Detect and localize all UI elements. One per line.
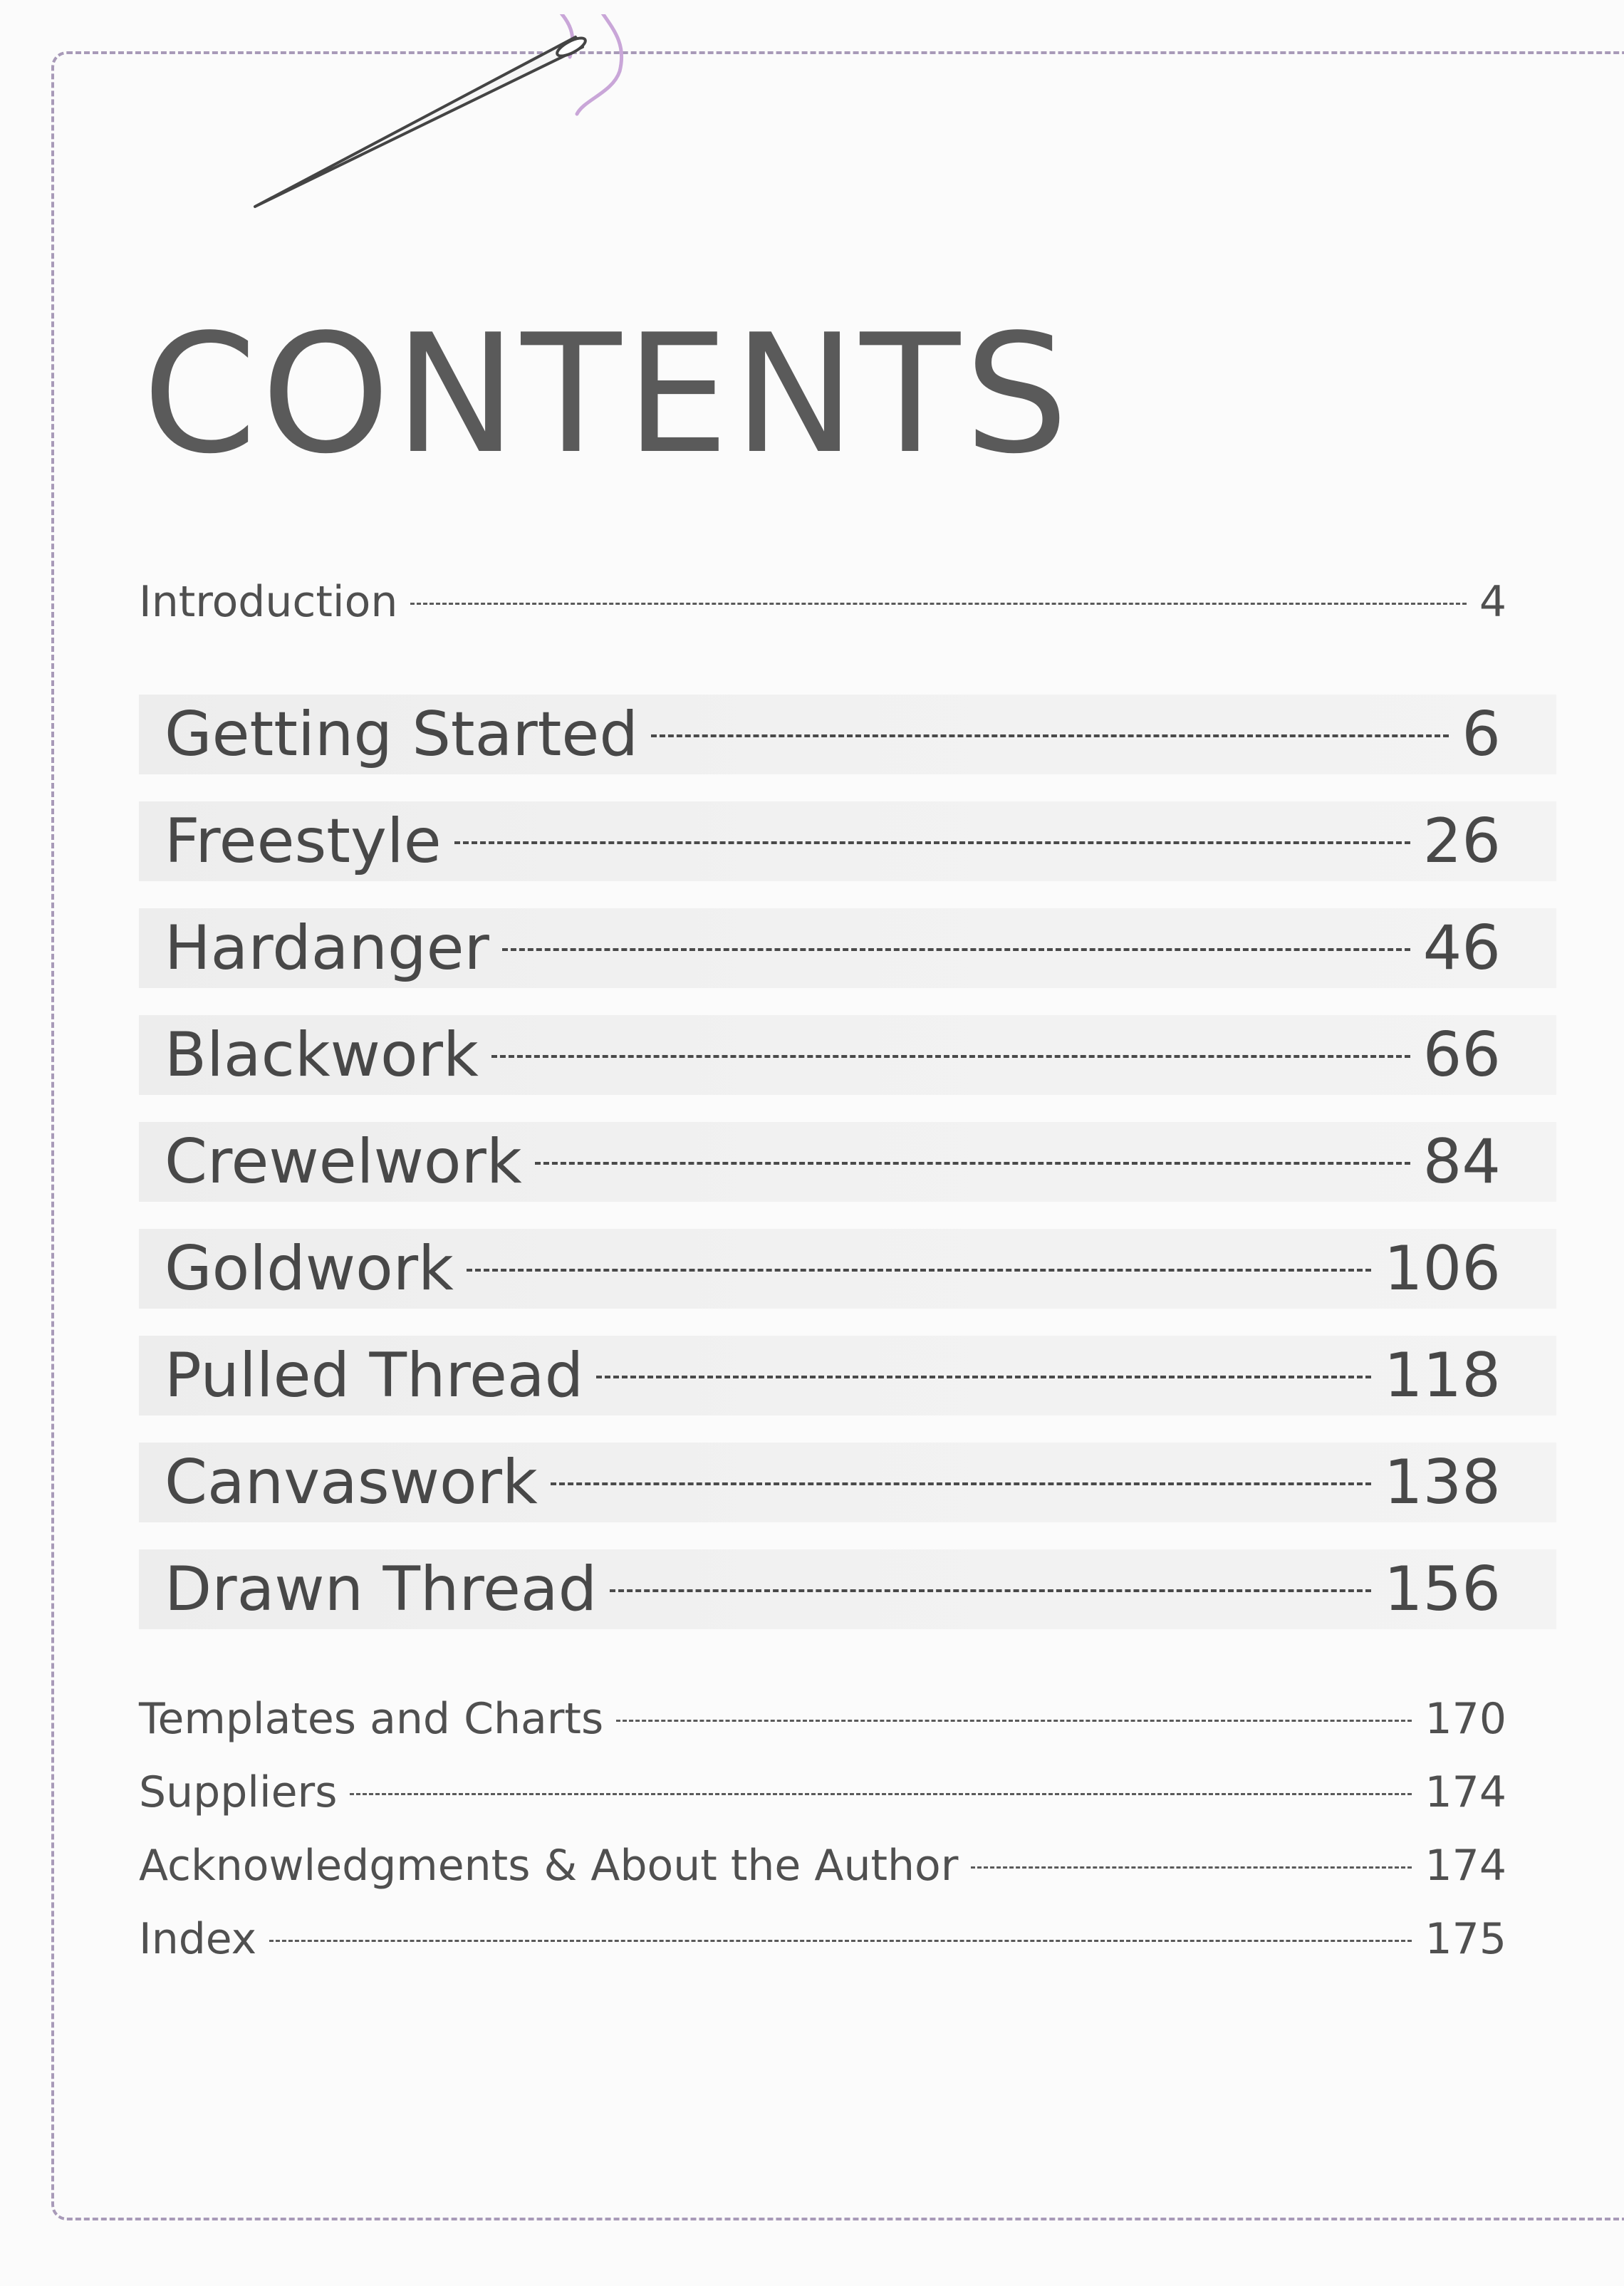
toc-chapter-getting-started[interactable] [139,695,1556,774]
toc-entry-page: 4 [1479,577,1506,627]
dot-leader [535,1162,1410,1165]
toc-entry-label: Introduction [139,577,398,627]
dot-leader [410,603,1466,605]
page-title: CONTENTS [142,300,1073,490]
dot-leader [971,1866,1412,1869]
toc-entry-label: Suppliers [139,1767,338,1817]
dot-leader [610,1589,1371,1592]
dot-leader [502,948,1410,951]
toc-chapter-canvaswork[interactable] [139,1443,1556,1522]
toc-entry-acknowledgments[interactable] [139,1834,1506,1898]
toc-entry-label: Hardanger [165,913,489,984]
dot-leader [467,1269,1371,1272]
toc-entry-page: 174 [1425,1767,1506,1817]
toc-entry-label: Index [139,1914,257,1964]
dot-leader [269,1940,1412,1942]
toc-entry-label: Freestyle [165,806,442,877]
toc-entry-label: Crewelwork [165,1126,522,1197]
toc-entry-page: 118 [1383,1340,1501,1411]
toc-entry-label: Drawn Thread [165,1554,598,1625]
toc-entry-index[interactable] [139,1907,1506,1971]
toc-chapter-freestyle[interactable] [139,801,1556,881]
dot-leader [350,1793,1412,1795]
toc-entry-label: Templates and Charts [139,1694,604,1744]
toc-entry-suppliers[interactable] [139,1760,1506,1824]
toc-entry-templates-and-charts[interactable] [139,1687,1506,1751]
toc-entry-label: Goldwork [165,1233,454,1304]
toc-chapter-crewelwork[interactable] [139,1122,1556,1202]
toc-entry-label: Pulled Thread [165,1340,584,1411]
dot-leader [616,1720,1412,1722]
toc-entry-page: 66 [1422,1019,1501,1091]
dot-leader [596,1376,1371,1378]
toc-chapter-pulled-thread[interactable] [139,1336,1556,1415]
toc-entry-page: 170 [1425,1694,1506,1744]
toc-entry-page: 6 [1462,699,1501,770]
toc-chapter-drawn-thread[interactable] [139,1549,1556,1629]
toc-entry-label: Getting Started [165,699,638,770]
toc-entry-page: 84 [1422,1126,1501,1197]
toc-entry-page: 175 [1425,1914,1506,1964]
toc-entry-label: Canvaswork [165,1447,538,1518]
dot-leader [454,841,1410,844]
toc-entry-introduction[interactable] [139,570,1506,634]
toc-chapter-hardanger[interactable] [139,908,1556,988]
toc-entry-page: 138 [1383,1447,1501,1518]
toc-entry-page: 26 [1422,806,1501,877]
dot-leader [491,1055,1410,1058]
dot-leader [651,734,1449,737]
toc-entry-page: 174 [1425,1841,1506,1891]
toc-chapter-blackwork[interactable] [139,1015,1556,1095]
toc-entry-label: Blackwork [165,1019,479,1091]
dot-leader [551,1482,1371,1485]
toc-entry-page: 46 [1422,913,1501,984]
toc-chapter-goldwork[interactable] [139,1229,1556,1309]
toc-entry-page: 106 [1383,1233,1501,1304]
toc-entry-label: Acknowledgments & About the Author [139,1841,959,1891]
toc-entry-page: 156 [1383,1554,1501,1625]
